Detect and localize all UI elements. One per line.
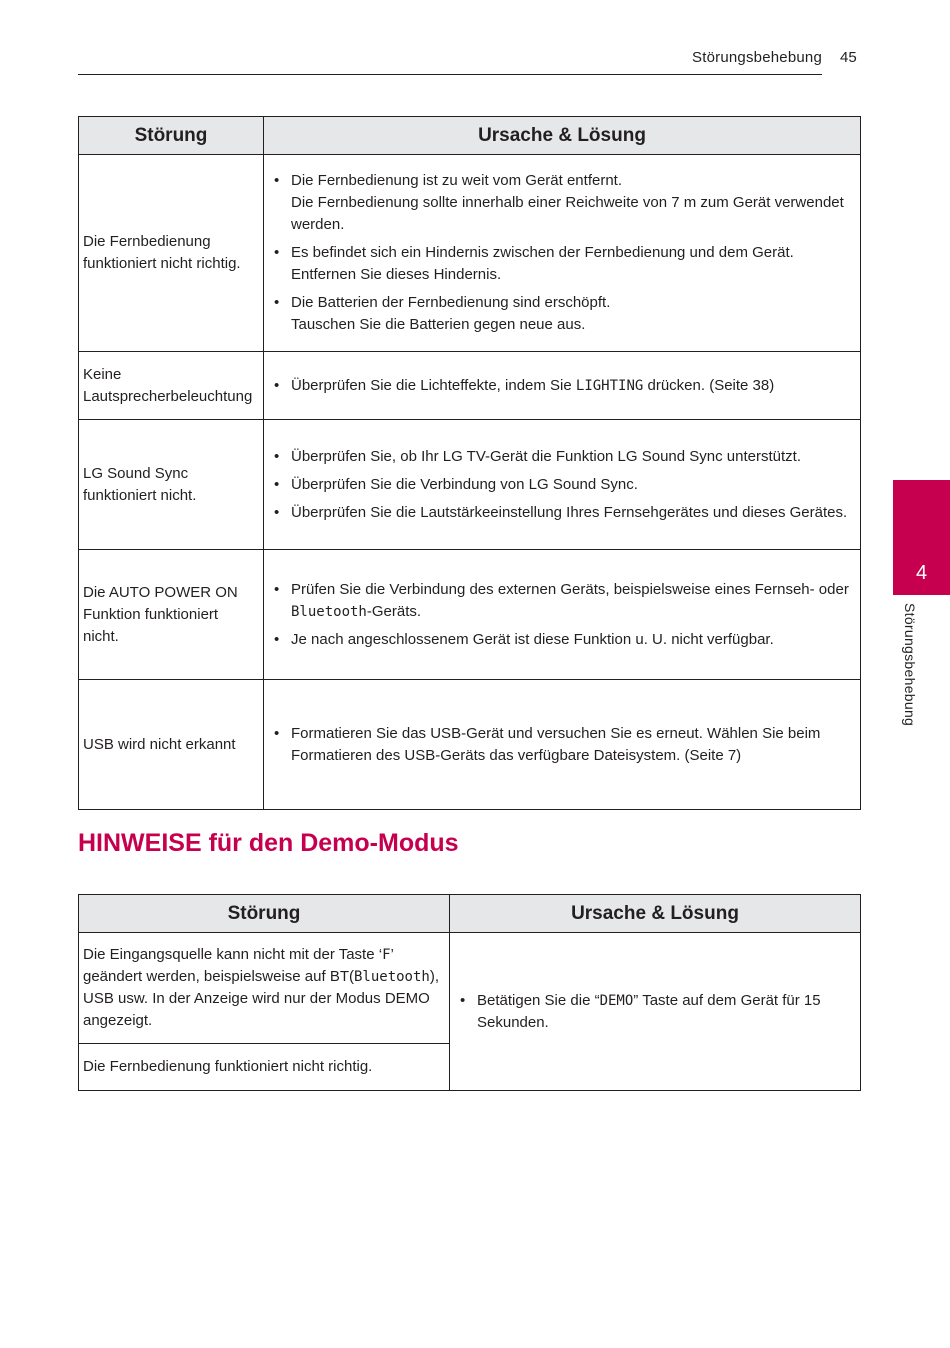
column-header-cause: Ursache & Lösung xyxy=(264,117,861,155)
chapter-label: Störungsbehebung xyxy=(902,603,918,727)
page-header xyxy=(78,46,822,75)
symptom-text: funktioniert nicht. xyxy=(83,486,197,504)
table-row xyxy=(79,550,861,680)
troubleshooting-table xyxy=(78,116,861,810)
symptom-text: Die Fernbedienung xyxy=(83,233,211,250)
page-number: 45 xyxy=(840,49,857,66)
column-header-cause: Ursache & Lösung xyxy=(450,895,861,933)
header-section-title: Störungsbehebung xyxy=(692,49,822,66)
section-title: HINWEISE für den Demo-Modus xyxy=(78,829,459,857)
key-label: LIGHTING xyxy=(575,377,644,394)
solution-cell xyxy=(264,420,861,550)
solution-cell xyxy=(264,680,861,810)
symptom-text: Keine xyxy=(83,365,122,383)
solution-text: Überprüfen Sie die Lichteffekte, indem Sie xyxy=(291,376,576,394)
list-item: • Formatieren Sie das USB-Gerät und versuchen Sie es erneut. Wählen Sie beim Formatieren des USB-Geräts das verfügbare Dateisystem. (Seite 7) xyxy=(274,723,852,767)
symptom-text: funktioniert nicht richtig. xyxy=(83,255,241,272)
solution-text: drücken. (Seite 38) xyxy=(643,376,775,394)
list-item: • Überprüfen Sie die Verbindung von LG Sound Sync. xyxy=(274,474,852,496)
solution-cell xyxy=(264,550,861,680)
symptom-text: Die AUTO POWER ON xyxy=(83,583,238,601)
column-header-symptom: Störung xyxy=(79,895,450,933)
solution-text: • Die Fernbedienung ist zu weit vom Gerät entfernt. xyxy=(291,172,622,189)
list-item xyxy=(274,242,852,286)
table-row xyxy=(79,680,861,810)
symptom-cell xyxy=(79,155,264,352)
key-label: Bluetooth xyxy=(353,969,430,985)
list-item xyxy=(274,292,852,336)
solution-text: Tauschen Sie die Batterien gegen neue aus. xyxy=(291,316,586,333)
list-item: • Überprüfen Sie die Lautstärkeeinstellung Ihres Fernsehgerätes und dieses Gerätes. xyxy=(274,502,852,524)
chapter-tab xyxy=(893,480,950,595)
solution-text: ” Taste auf dem Gerät für 15 Sekunden. xyxy=(477,991,821,1031)
key-label: Bluetooth xyxy=(291,603,367,620)
solution-text: Prüfen Sie die Verbindung des externen Geräts, beispielsweise eines Fernseh- oder xyxy=(291,580,849,598)
symptom-text: ), USB usw. In der Anzeige wird nur der Modus DEMO angezeigt. xyxy=(83,968,440,1029)
key-label: DEMO xyxy=(599,992,634,1009)
list-item: • Überprüfen Sie, ob Ihr LG TV-Gerät die Funktion LG Sound Sync unterstützt. xyxy=(274,446,852,468)
solution-cell xyxy=(264,352,861,420)
symptom-text: Funktion funktioniert xyxy=(83,605,219,623)
column-header-symptom: Störung xyxy=(79,117,264,155)
list-item xyxy=(274,375,852,397)
symptom-cell xyxy=(79,680,264,810)
table-header-row xyxy=(79,895,861,933)
symptom-text: nicht. xyxy=(83,627,119,645)
demo-mode-table xyxy=(78,894,861,1091)
symptom-cell: Die Fernbedienung funktioniert nicht richtig. xyxy=(79,1044,450,1091)
solution-text: • Die Batterien der Fernbedienung sind erschöpft. xyxy=(291,294,611,311)
symptom-text: ’ geändert werden, beispielsweise auf BT( xyxy=(83,946,394,985)
solution-text: Entfernen Sie dieses Hindernis. xyxy=(291,266,502,283)
solution-cell xyxy=(264,155,861,352)
symptom-text: Die Eingangsquelle kann nicht mit der Taste ‘ xyxy=(83,946,383,963)
table-row xyxy=(79,933,861,1044)
solution-text: • Es befindet sich ein Hindernis zwischen der Fernbedienung und dem Gerät. xyxy=(291,244,794,261)
table-header-row xyxy=(79,117,861,155)
table-row xyxy=(79,420,861,550)
symptom-text: USB wird nicht erkannt xyxy=(83,735,236,753)
symptom-cell xyxy=(79,933,450,1044)
solution-cell xyxy=(450,933,861,1091)
solution-text: -Geräts. xyxy=(366,602,422,620)
symptom-text: Lautsprecherbeleuchtung xyxy=(83,387,253,405)
list-item: • Je nach angeschlossenem Gerät ist diese Funktion u. U. nicht verfügbar. xyxy=(274,629,852,651)
table-row xyxy=(79,352,861,420)
symptom-text: LG Sound Sync xyxy=(83,464,189,482)
solution-text: Die Fernbedienung sollte innerhalb einer Reichweite von 7 m zum Gerät verwendet werden. xyxy=(291,194,844,233)
symptom-cell xyxy=(79,420,264,550)
symptom-cell xyxy=(79,352,264,420)
chapter-number: 4 xyxy=(915,562,928,584)
table-row xyxy=(79,155,861,352)
key-label: F xyxy=(382,947,391,963)
solution-text: Betätigen Sie die “ xyxy=(477,991,600,1009)
symptom-cell xyxy=(79,550,264,680)
list-item xyxy=(274,170,852,236)
list-item xyxy=(460,990,852,1034)
list-item xyxy=(274,579,852,623)
